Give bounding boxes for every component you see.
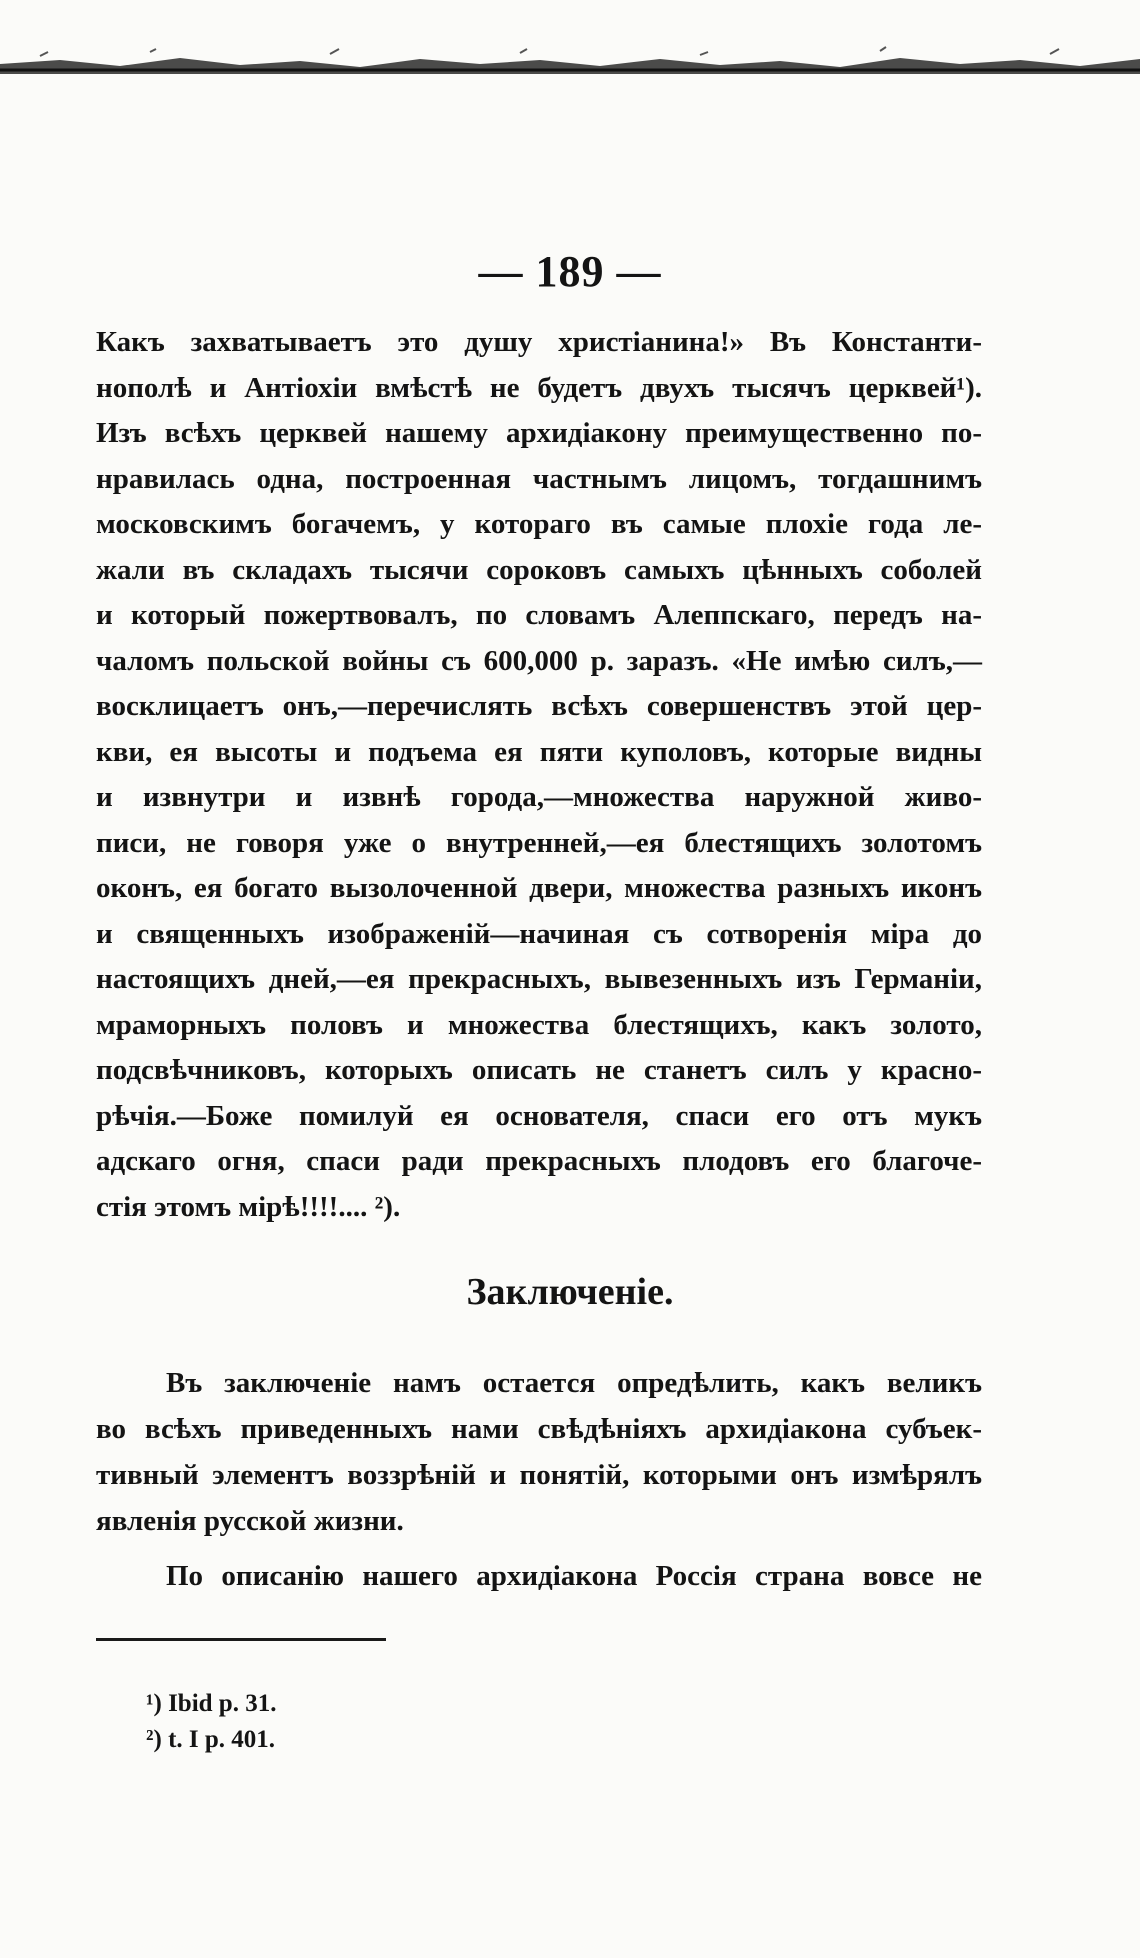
text-line: Изъ всѣхъ церквей нашему архидіакону преимущественно по-: [96, 417, 982, 449]
page-top-edge-scan-noise: [0, 40, 1140, 80]
text-line: По описанію нашего архидіакона Россія страна вовсе не: [166, 1560, 982, 1592]
text-line: во всѣхъ приведенныхъ нами свѣдѣніяхъ архидіакона субъек-: [96, 1413, 982, 1445]
footnotes: [146, 1686, 276, 1758]
text-line: восклицаетъ онъ,—перечислять всѣхъ совершенствъ этой цер-: [96, 690, 982, 722]
text-line: московскимъ богачемъ, у котораго въ самые плохіе года ле-: [96, 508, 982, 540]
text-line: мраморныхъ половъ и множества блестящихъ, какъ золото,: [96, 1008, 982, 1041]
text-line: и извнутри и извнѣ города,—множества наружной живо-: [96, 781, 982, 813]
text-line: стія этомъ мірѣ!!!!.... ²).: [96, 1190, 401, 1223]
section-heading: Заключеніе.: [466, 1271, 674, 1313]
main-paragraph: [96, 320, 982, 1230]
text-line: явленія русской жизни.: [96, 1505, 404, 1537]
page-number: — 189 —: [478, 247, 662, 296]
text-line: Въ заключеніе намъ остается опредѣлить, какъ великъ: [166, 1367, 982, 1399]
text-line: адскаго огня, спаси ради прекрасныхъ плодовъ его благоче-: [96, 1145, 982, 1177]
text-line: тивный элементъ воззрѣній и понятій, которыми онъ измѣрялъ: [96, 1459, 982, 1491]
footnote-2: ²) t. I p. 401.: [146, 1726, 276, 1753]
text-line: настоящихъ дней,—ея прекрасныхъ, вывезенныхъ изъ Германіи,: [96, 963, 982, 995]
footnote-divider: [96, 1638, 386, 1641]
text-line: и который пожертвовалъ, по словамъ Алеппскаго, передъ на-: [96, 599, 982, 631]
text-line: нравилась одна, построенная частнымъ лицомъ, тогдашнимъ: [96, 462, 982, 495]
text-line: жали въ складахъ тысячи сороковъ самыхъ цѣнныхъ соболей: [96, 553, 982, 586]
text-line: Какъ захватываетъ это душу христіанина!» Въ Константи-: [96, 326, 982, 358]
text-line: писи, не говоря уже о внутренней,—ея блестящихъ золотомъ: [96, 826, 982, 859]
text-line: нополѣ и Антіохіи вмѣстѣ не будетъ двухъ тысячъ церквей¹).: [96, 371, 982, 404]
footnote-1: ¹) Ibid p. 31.: [146, 1690, 277, 1717]
conclusion-paragraph: [96, 1360, 982, 1544]
text-line: оконъ, ея богато вызолоченной двери, множества разныхъ иконъ: [96, 872, 982, 904]
text-line: чаломъ польской войны съ 600,000 р. заразъ. «Не имѣю силъ,—: [96, 644, 982, 677]
conclusion-paragraph-2: [96, 1553, 982, 1599]
text-line: подсвѣчниковъ, которыхъ описать не станетъ силъ у красно-: [96, 1054, 982, 1086]
text-line: и священныхъ изображеній—начиная съ сотворенія міра до: [96, 917, 982, 950]
text-line: кви, ея высоты и подъема ея пяти куполовъ, которые видны: [96, 735, 982, 768]
text-line: рѣчія.—Боже помилуй ея основателя, спаси его отъ мукъ: [96, 1099, 982, 1132]
